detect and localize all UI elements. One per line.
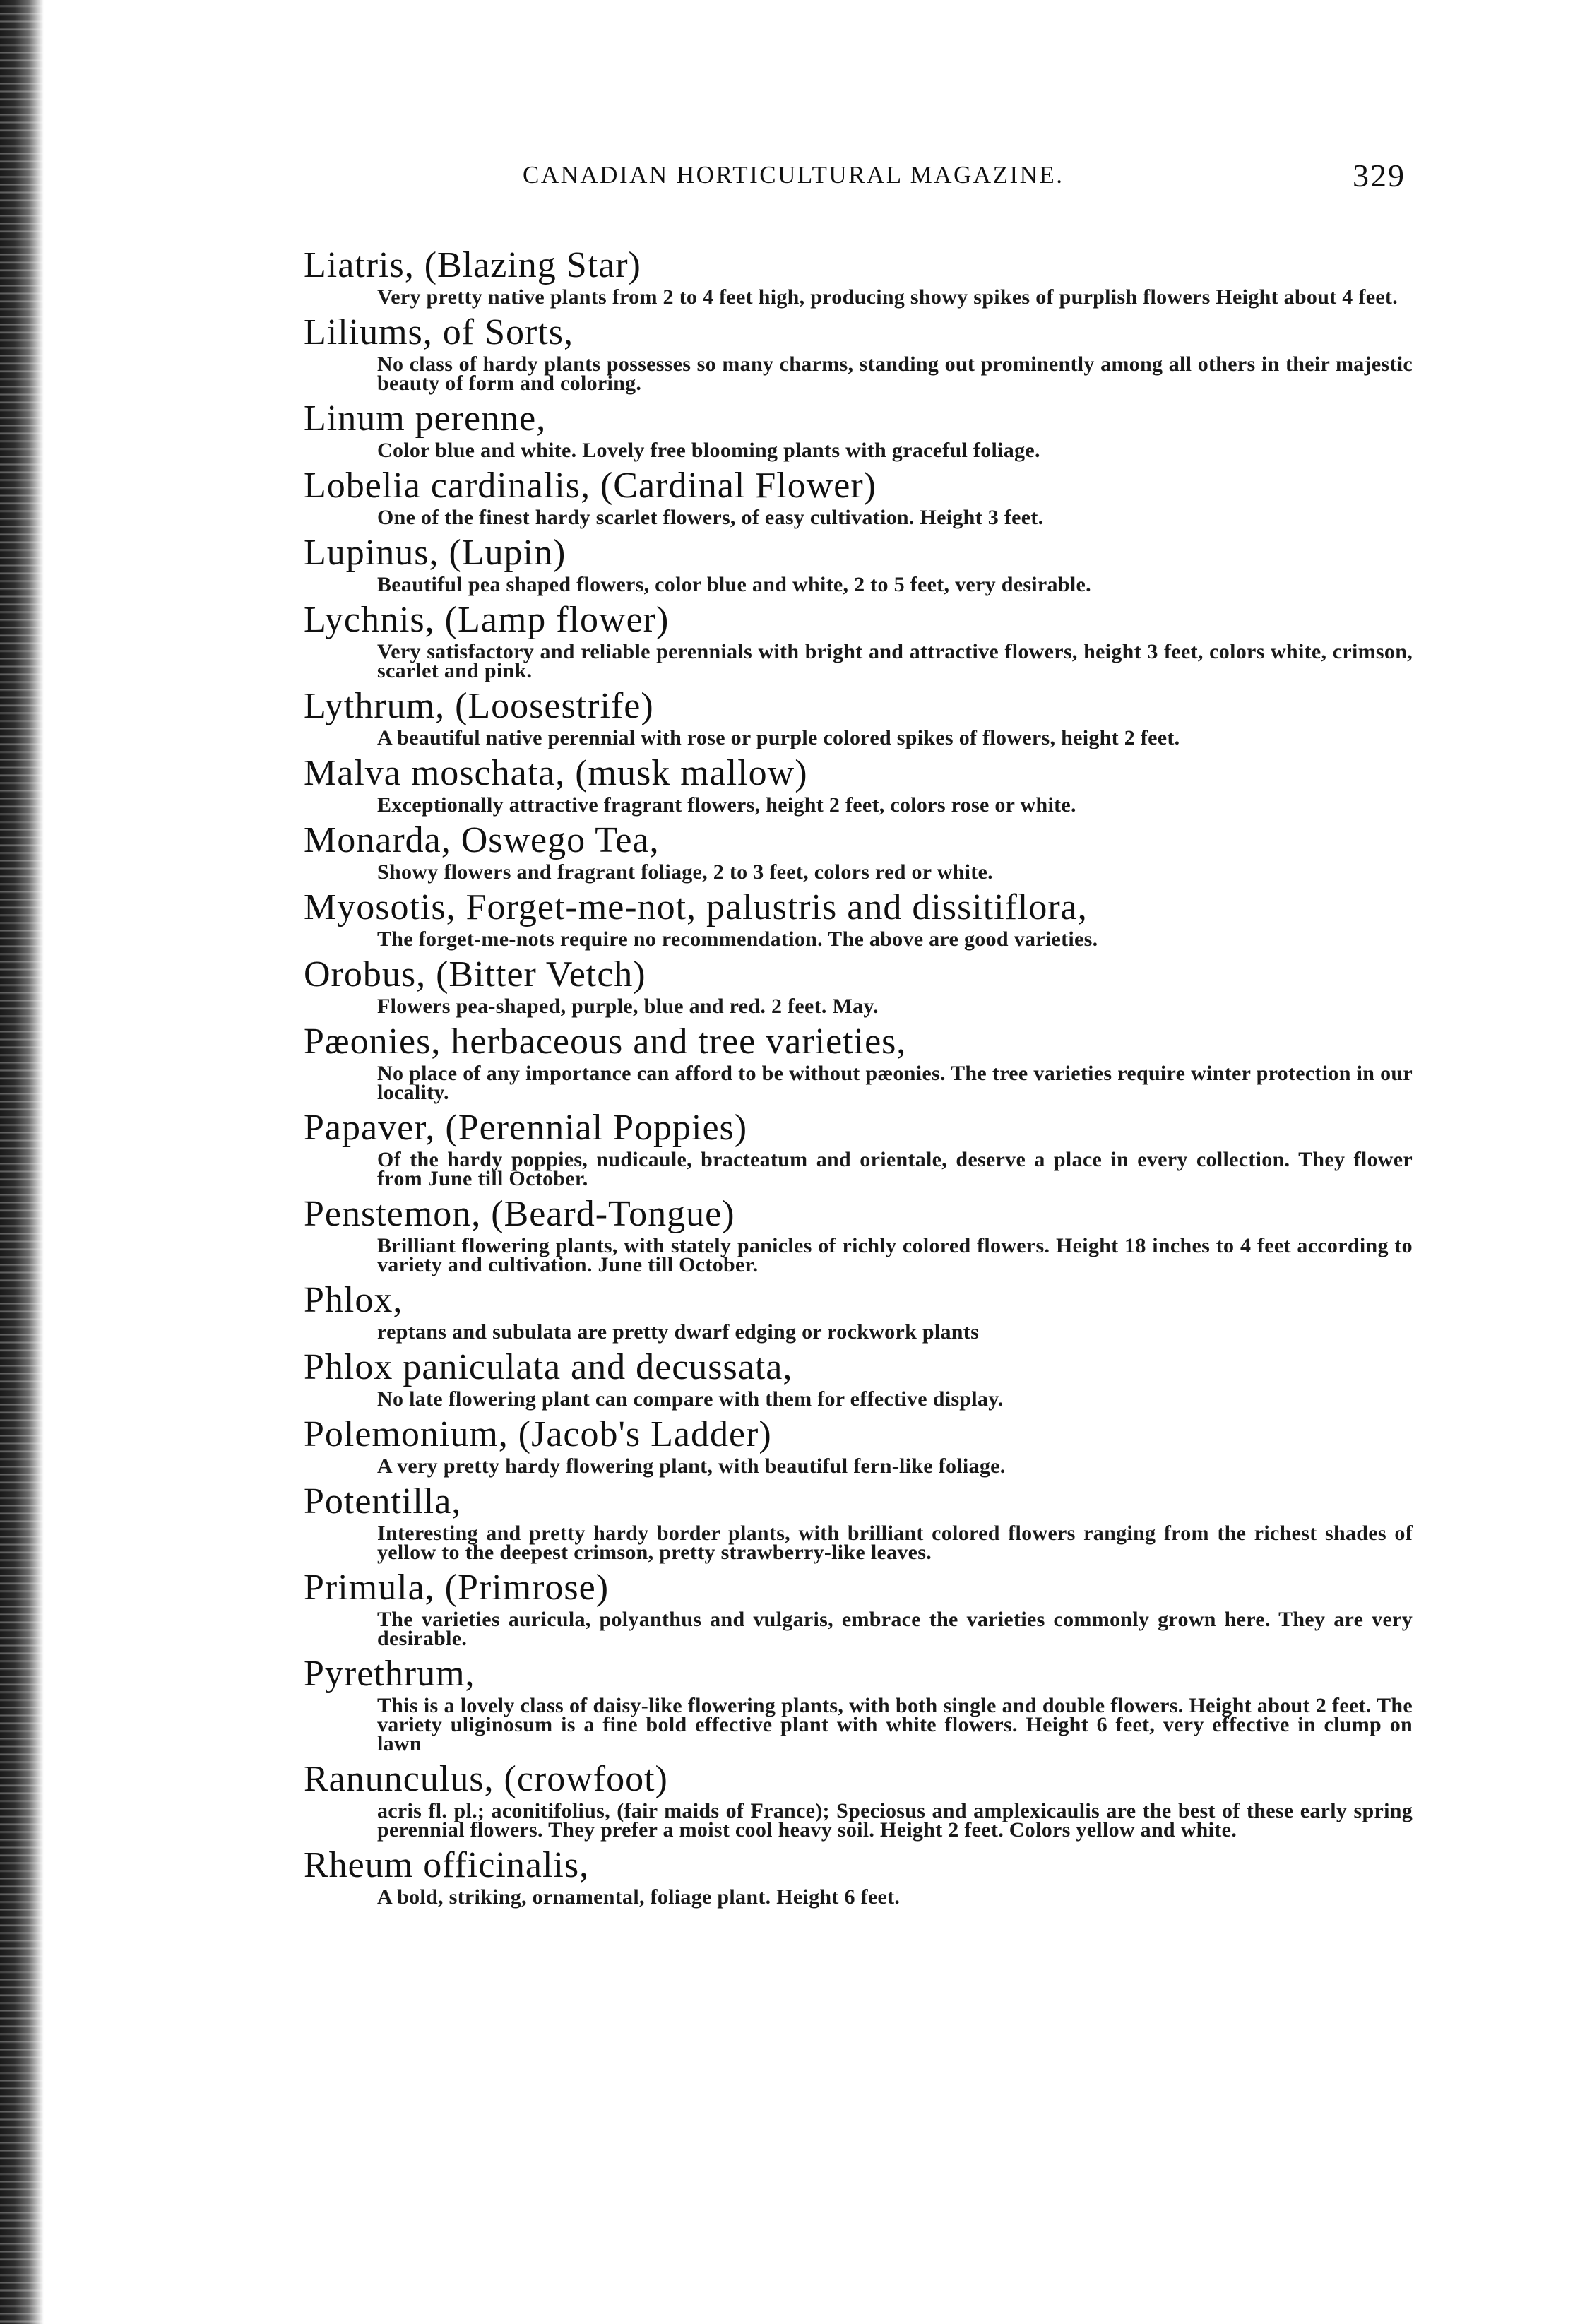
plant-name: Monarda, Oswego Tea, — [304, 820, 660, 860]
catalog-entry — [304, 598, 1413, 680]
plant-catalog — [304, 244, 1413, 1911]
catalog-entry — [304, 886, 1413, 949]
scan-binding-edge — [0, 0, 44, 2324]
plant-description: Of the hardy poppies, nudicaule, bracteatum and orientale, deserve a place in every collection. They flower from June till October. — [377, 1148, 1413, 1190]
plant-description: A beautiful native perennial with rose or purple colored spikes of flowers, height 2 feet. — [377, 726, 1180, 749]
plant-name: Lupinus, (Lupin) — [304, 533, 566, 573]
plant-name: Linum perenne, — [304, 398, 547, 439]
catalog-entry — [304, 1566, 1413, 1648]
plant-description: reptans and subulata are pretty dwarf edging or rockwork plants — [377, 1320, 980, 1344]
catalog-entry — [304, 244, 1413, 307]
plant-description: Very pretty native plants from 2 to 4 feet high, producing showy spikes of purplish flowers Height about 4 feet. — [377, 285, 1398, 309]
plant-name: Ranunculus, (crowfoot) — [304, 1759, 668, 1799]
plant-name: Liliums, of Sorts, — [304, 312, 574, 352]
catalog-entry — [304, 819, 1413, 882]
plant-description: This is a lovely class of daisy-like flowering plants, with both single and double flowers. Height about 2 feet. The variety uliginosum is a fine bold effective plant with white flowers. Height 6 feet, very effective in clump on lawn — [377, 1694, 1413, 1755]
catalog-entry — [304, 1192, 1413, 1274]
plant-name: Rheum officinalis, — [304, 1845, 590, 1885]
plant-description: A very pretty hardy flowering plant, with beautiful fern-like foliage. — [377, 1454, 1006, 1478]
plant-name: Pyrethrum, — [304, 1654, 475, 1694]
plant-description: Color blue and white. Lovely free blooming plants with graceful foliage. — [377, 439, 1040, 462]
catalog-entry — [304, 752, 1413, 817]
catalog-entry — [304, 1480, 1413, 1562]
plant-description: Brilliant flowering plants, with stately panicles of richly colored flowers. Height 18 inches to 4 feet according to variety and cultivation. June till October. — [377, 1234, 1413, 1276]
plant-name: Phlox, — [304, 1280, 403, 1320]
plant-name: Papaver, (Perennial Poppies) — [304, 1108, 748, 1148]
plant-name: Penstemon, (Beard-Tongue) — [304, 1194, 735, 1234]
plant-name: Polemonium, (Jacob's Ladder) — [304, 1414, 772, 1454]
plant-description: Exceptionally attractive fragrant flowers, height 2 feet, colors rose or white. — [377, 793, 1076, 817]
plant-name: Phlox paniculata and decussata, — [304, 1347, 793, 1387]
plant-name: Primula, (Primrose) — [304, 1567, 610, 1608]
plant-description: acris fl. pl.; aconitifolius, (fair maids of France); Speciosus and amplexicaulis are the best of these early spring perennial flowers. They prefer a moist cool heavy soil. Height 2 feet. Colors yellow and white. — [377, 1799, 1413, 1842]
page-header — [523, 158, 1406, 203]
plant-name: Lobelia cardinalis, (Cardinal Flower) — [304, 466, 877, 506]
catalog-entry — [304, 1279, 1413, 1344]
catalog-entry — [304, 1652, 1413, 1753]
catalog-entry — [304, 684, 1413, 747]
plant-description: Interesting and pretty hardy border plants, with brilliant colored flowers ranging from the richest shades of yellow to the deepest crimson, pretty strawberry-like leaves. — [377, 1522, 1413, 1564]
plant-description: A bold, striking, ornamental, foliage plant. Height 6 feet. — [377, 1885, 901, 1909]
catalog-entry — [304, 1757, 1413, 1842]
catalog-entry — [304, 531, 1413, 594]
catalog-entry — [304, 1346, 1413, 1409]
plant-name: Malva moschata, (musk mallow) — [304, 753, 808, 793]
catalog-entry — [304, 1106, 1413, 1188]
plant-name: Lychnis, (Lamp flower) — [304, 600, 670, 640]
plant-description: Beautiful pea shaped flowers, color blue and white, 2 to 5 feet, very desirable. — [377, 573, 1091, 596]
catalog-entry — [304, 397, 1413, 460]
running-head: CANADIAN HORTICULTURAL MAGAZINE. — [523, 161, 1064, 189]
plant-name: Pæonies, herbaceous and tree varieties, — [304, 1021, 907, 1062]
page-number: 329 — [1353, 158, 1406, 194]
plant-description: No class of hardy plants possesses so many charms, standing out prominently among all others in their majestic beauty of form and coloring. — [377, 352, 1413, 395]
plant-name: Orobus, (Bitter Vetch) — [304, 954, 646, 995]
catalog-entry — [304, 1020, 1413, 1102]
catalog-entry — [304, 953, 1413, 1016]
catalog-entry — [304, 311, 1413, 393]
plant-description: Very satisfactory and reliable perennials with bright and attractive flowers, height 3 feet, colors white, crimson, scarlet and pink. — [377, 640, 1413, 682]
plant-description: One of the finest hardy scarlet flowers, of easy cultivation. Height 3 feet. — [377, 506, 1044, 529]
plant-description: Flowers pea-shaped, purple, blue and red. 2 feet. May. — [377, 995, 879, 1018]
plant-description: No place of any importance can afford to be without pæonies. The tree varieties require winter protection in our locality. — [377, 1062, 1413, 1104]
catalog-entry — [304, 464, 1413, 527]
plant-name: Potentilla, — [304, 1481, 462, 1522]
plant-name: Lythrum, (Loosestrife) — [304, 686, 654, 726]
plant-name: Liatris, (Blazing Star) — [304, 245, 641, 285]
plant-name: Myosotis, Forget-me-not, palustris and dissitiflora, — [304, 887, 1088, 927]
plant-description: No late flowering plant can compare with them for effective display. — [377, 1387, 1004, 1411]
plant-description: The forget-me-nots require no recommendation. The above are good varieties. — [377, 927, 1098, 951]
catalog-entry — [304, 1844, 1413, 1907]
catalog-entry — [304, 1413, 1413, 1476]
plant-description: Showy flowers and fragrant foliage, 2 to 3 feet, colors red or white. — [377, 860, 993, 884]
plant-description: The varieties auricula, polyanthus and vulgaris, embrace the varieties commonly grown here. They are very desirable. — [377, 1608, 1413, 1650]
